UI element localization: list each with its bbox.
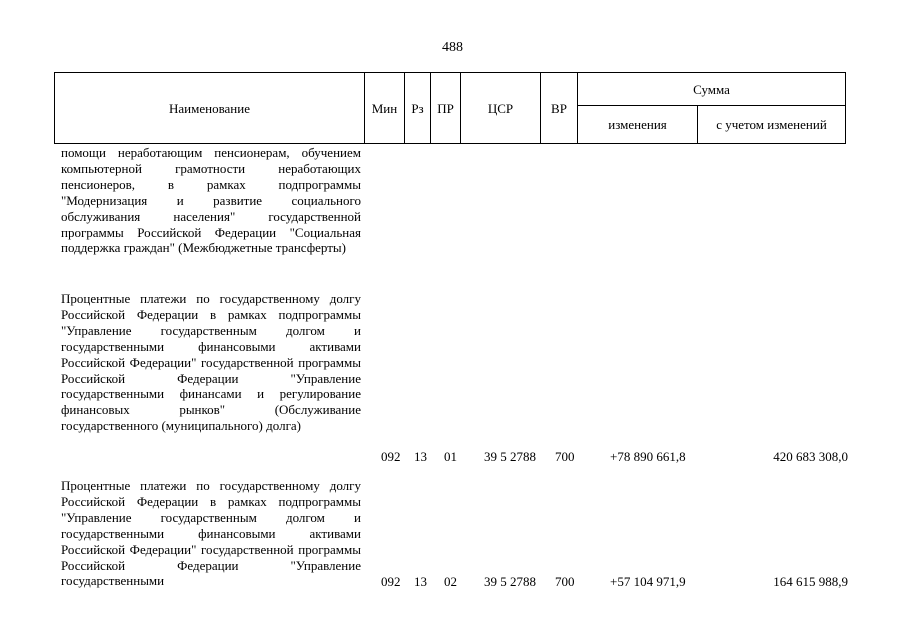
cell-rz: 13 <box>414 449 427 464</box>
row-description: Процентные платежи по государственному долгу Российской Федерации в рамках подпрограммы "Управление государственным долгом и государственными финансовыми активами Российской Федерации" государственной программы Российской Федерации "Управление государственными финансами и регулирование финансовых рынков" (Обслуживание государственного (муниципального) долга) <box>61 291 361 434</box>
cell-change: +78 890 661,8 <box>610 449 686 464</box>
row-description: помощи неработающим пенсионерам, обучением компьютерной грамотности неработающих пенсионеров, в рамках подпрограммы "Модернизация и развитие социального обслуживания населения" государственной программы Российской Федерации "Социальная поддержка граждан" (Межбюджетные трансферты) <box>61 145 361 256</box>
col-header-min: Мин <box>365 73 405 144</box>
cell-total: 420 683 308,0 <box>773 449 848 464</box>
cell-pr: 02 <box>444 574 457 589</box>
col-header-pr: ПР <box>431 73 461 144</box>
cell-total: 164 615 988,9 <box>773 574 848 589</box>
cell-min: 092 <box>381 449 401 464</box>
col-header-name: Наименование <box>55 73 365 144</box>
cell-pr: 01 <box>444 449 457 464</box>
col-header-summa: Сумма <box>578 73 846 106</box>
cell-csr: 39 5 2788 <box>484 449 536 464</box>
col-header-vr: ВР <box>541 73 578 144</box>
col-header-with-change: с учетом изменений <box>698 106 846 144</box>
cell-change: +57 104 971,9 <box>610 574 686 589</box>
cell-rz: 13 <box>414 574 427 589</box>
cell-csr: 39 5 2788 <box>484 574 536 589</box>
col-header-csr: ЦСР <box>461 73 541 144</box>
cell-vr: 700 <box>555 449 575 464</box>
page-number: 488 <box>442 40 463 55</box>
row-description: Процентные платежи по государственному долгу Российской Федерации в рамках подпрограммы "Управление государственным долгом и государственными финансовыми активами Российской Федерации" государственной программы Российской Федерации "Управление государственными <box>61 478 361 589</box>
cell-min: 092 <box>381 574 401 589</box>
col-header-rz: Рз <box>405 73 431 144</box>
col-header-change: изменения <box>578 106 698 144</box>
cell-vr: 700 <box>555 574 575 589</box>
